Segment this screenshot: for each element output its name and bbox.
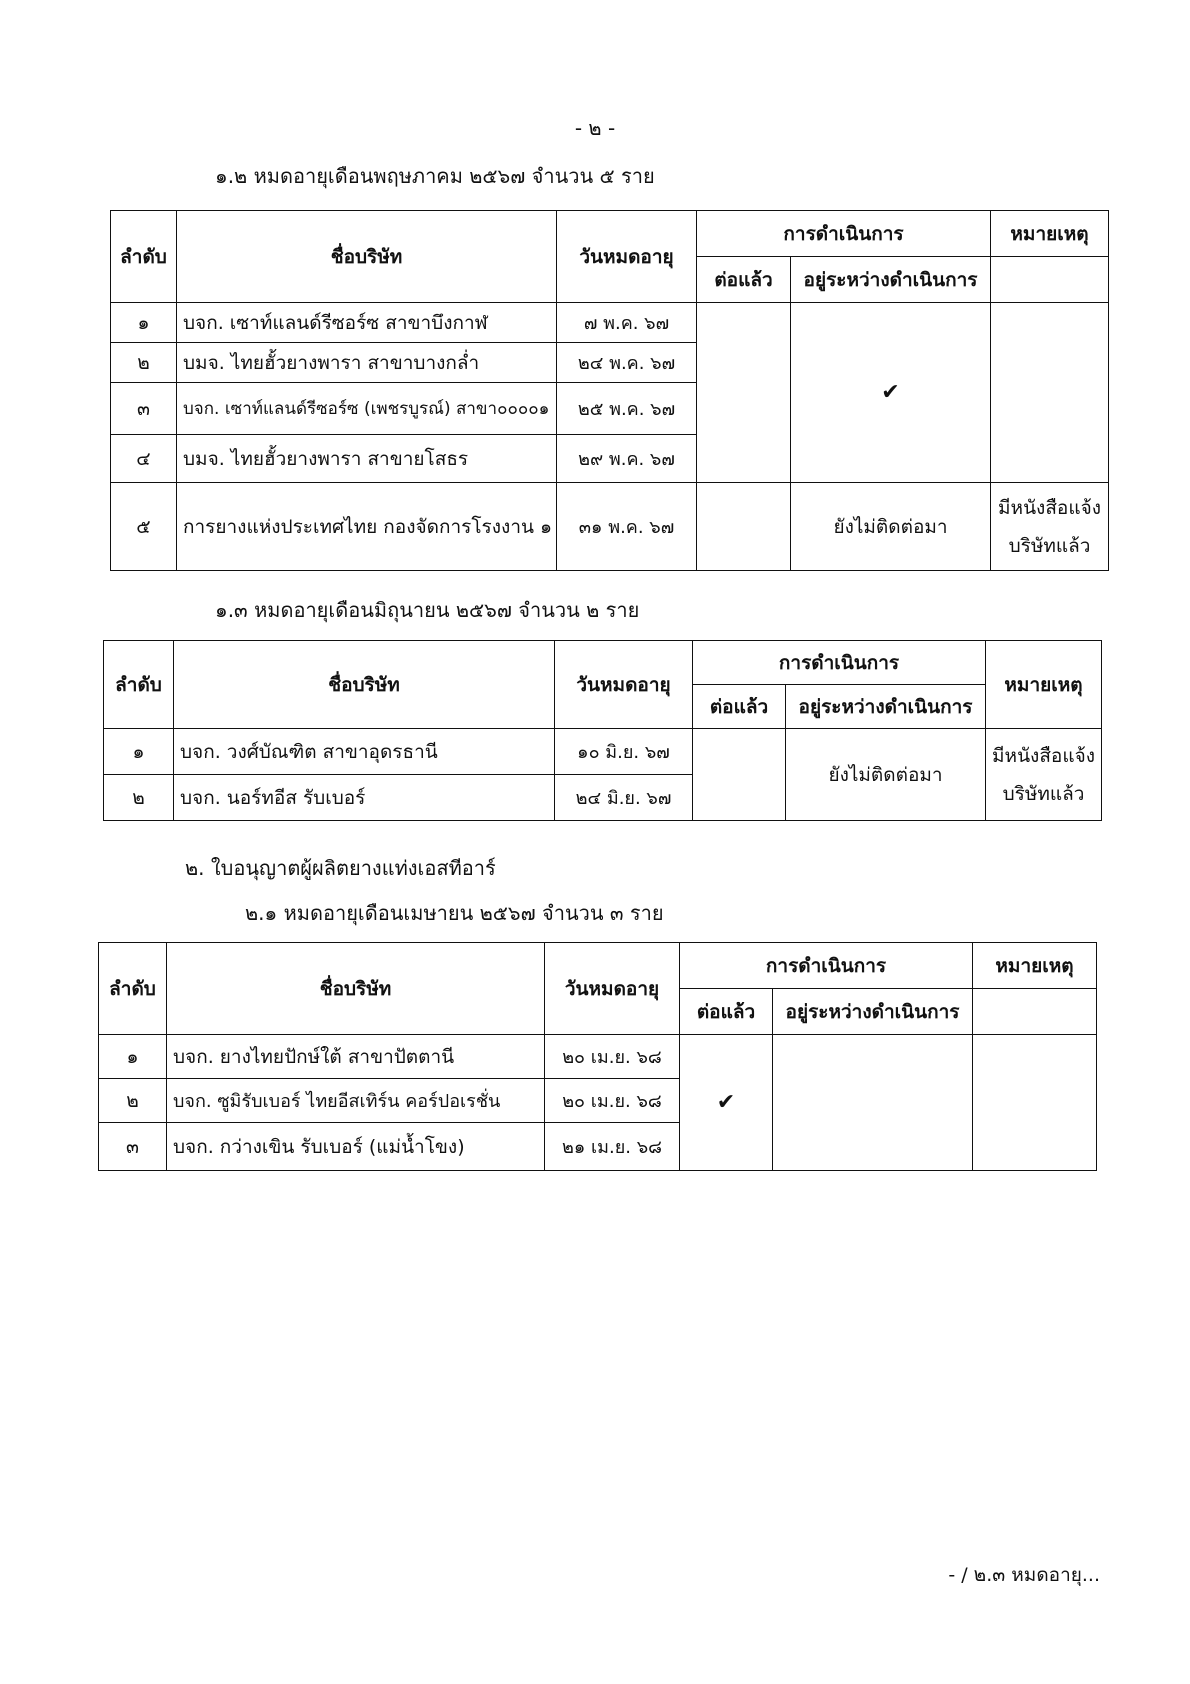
expiry-date: ๒๙ พ.ค. ๖๗ bbox=[557, 435, 697, 483]
row-number: ๒ bbox=[99, 1079, 167, 1123]
expiry-date: ๒๐ เม.ย. ๖๘ bbox=[545, 1079, 680, 1123]
status-text: ยังไม่ติดต่อมา bbox=[791, 483, 991, 571]
company-name: บมจ. ไทยฮั้วยางพารา สาขายโสธร bbox=[177, 435, 557, 483]
company-name: บจก. นอร์ทอีส รับเบอร์ bbox=[174, 775, 555, 821]
remark-cell bbox=[991, 303, 1109, 483]
expiry-date: ๒๔ มิ.ย. ๖๗ bbox=[555, 775, 693, 821]
table-2-1 bbox=[98, 942, 1097, 1171]
expiry-date: ๒๐ เม.ย. ๖๘ bbox=[545, 1035, 680, 1079]
section-2-heading: ๒. ใบอนุญาตผู้ผลิตยางแท่งเอสทีอาร์ bbox=[185, 856, 496, 880]
company-name: บจก. วงศ์บัณฑิต สาขาอุดรธานี bbox=[174, 729, 555, 775]
expiry-date: ๒๔ พ.ค. ๖๗ bbox=[557, 343, 697, 383]
remark-line: บริษัทแล้ว bbox=[1002, 782, 1085, 805]
remark-line: มีหนังสือแจ้ง bbox=[998, 496, 1101, 519]
col-order: ลำดับ bbox=[104, 641, 174, 729]
company-name: บจก. เซาท์แลนด์รีซอร์ซ (เพชรบูรณ์) สาขา๐๐๐๐๑ bbox=[177, 383, 557, 435]
col-renewed: ต่อแล้ว bbox=[680, 989, 773, 1035]
col-in-progress: อยู่ระหว่างดำเนินการ bbox=[786, 685, 986, 729]
row-number: ๕ bbox=[111, 483, 177, 571]
expiry-date: ๗ พ.ค. ๖๗ bbox=[557, 303, 697, 343]
col-remark: หมายเหตุ bbox=[991, 211, 1109, 257]
page-number: - ๒ - bbox=[574, 116, 616, 140]
table-row bbox=[99, 1035, 1097, 1079]
remark-cell bbox=[973, 1035, 1097, 1171]
table-row bbox=[111, 483, 1109, 571]
company-name: บจก. กว่างเขิน รับเบอร์ (แม่น้ำโขง) bbox=[167, 1123, 545, 1171]
col-remark-empty bbox=[973, 989, 1097, 1035]
col-remark-empty bbox=[991, 257, 1109, 303]
checkmark-icon: ✔ bbox=[680, 1035, 773, 1171]
row-number: ๒ bbox=[111, 343, 177, 383]
col-remark: หมายเหตุ bbox=[973, 943, 1097, 989]
status-text: ยังไม่ติดต่อมา bbox=[786, 729, 986, 821]
col-company: ชื่อบริษัท bbox=[177, 211, 557, 303]
remark-line: มีหนังสือแจ้ง bbox=[992, 744, 1095, 767]
col-expiry: วันหมดอายุ bbox=[555, 641, 693, 729]
company-name: บจก. ซูมิรับเบอร์ ไทยอีสเทิร์น คอร์ปอเรชั่น bbox=[167, 1079, 545, 1123]
expiry-date: ๑๐ มิ.ย. ๖๗ bbox=[555, 729, 693, 775]
table-row bbox=[104, 729, 1102, 775]
row-number: ๑ bbox=[104, 729, 174, 775]
checkmark-icon: ✔ bbox=[791, 303, 991, 483]
section-1-2-heading: ๑.๒ หมดอายุเดือนพฤษภาคม ๒๕๖๗ จำนวน ๕ ราย bbox=[215, 164, 655, 188]
col-renewed: ต่อแล้ว bbox=[697, 257, 791, 303]
company-name: บจก. ยางไทยปักษ์ใต้ สาขาปัตตานี bbox=[167, 1035, 545, 1079]
expiry-date: ๒๑ เม.ย. ๖๘ bbox=[545, 1123, 680, 1171]
row-number: ๑ bbox=[99, 1035, 167, 1079]
renewed-cell bbox=[697, 303, 791, 483]
section-1-3-heading: ๑.๓ หมดอายุเดือนมิถุนายน ๒๕๖๗ จำนวน ๒ ราย bbox=[215, 598, 640, 622]
col-action: การดำเนินการ bbox=[680, 943, 973, 989]
col-in-progress: อยู่ระหว่างดำเนินการ bbox=[791, 257, 991, 303]
col-action: การดำเนินการ bbox=[693, 641, 986, 685]
remark-line: บริษัทแล้ว bbox=[1008, 534, 1091, 557]
renewed-cell bbox=[693, 729, 786, 821]
row-number: ๒ bbox=[104, 775, 174, 821]
remark-text bbox=[991, 483, 1109, 571]
col-in-progress: อยู่ระหว่างดำเนินการ bbox=[773, 989, 973, 1035]
in-progress-cell bbox=[773, 1035, 973, 1171]
col-order: ลำดับ bbox=[99, 943, 167, 1035]
table-1-2 bbox=[110, 210, 1109, 571]
table-row bbox=[111, 303, 1109, 343]
renewed-cell bbox=[697, 483, 791, 571]
row-number: ๓ bbox=[111, 383, 177, 435]
col-renewed: ต่อแล้ว bbox=[693, 685, 786, 729]
expiry-date: ๒๕ พ.ค. ๖๗ bbox=[557, 383, 697, 435]
expiry-date: ๓๑ พ.ค. ๖๗ bbox=[557, 483, 697, 571]
company-name: บมจ. ไทยฮั้วยางพารา สาขาบางกล่ำ bbox=[177, 343, 557, 383]
remark-text bbox=[986, 729, 1102, 821]
row-number: ๑ bbox=[111, 303, 177, 343]
col-remark: หมายเหตุ bbox=[986, 641, 1102, 729]
col-expiry: วันหมดอายุ bbox=[545, 943, 680, 1035]
row-number: ๔ bbox=[111, 435, 177, 483]
company-name: การยางแห่งประเทศไทย กองจัดการโรงงาน ๑ bbox=[177, 483, 557, 571]
table-1-3 bbox=[103, 640, 1102, 821]
company-name: บจก. เซาท์แลนด์รีซอร์ซ สาขาบึงกาฬ bbox=[177, 303, 557, 343]
continuation-footer: - / ๒.๓ หมดอายุ... bbox=[948, 1564, 1100, 1586]
col-action: การดำเนินการ bbox=[697, 211, 991, 257]
row-number: ๓ bbox=[99, 1123, 167, 1171]
col-company: ชื่อบริษัท bbox=[167, 943, 545, 1035]
col-company: ชื่อบริษัท bbox=[174, 641, 555, 729]
section-2-1-heading: ๒.๑ หมดอายุเดือนเมษายน ๒๕๖๗ จำนวน ๓ ราย bbox=[245, 901, 664, 925]
col-expiry: วันหมดอายุ bbox=[557, 211, 697, 303]
col-order: ลำดับ bbox=[111, 211, 177, 303]
